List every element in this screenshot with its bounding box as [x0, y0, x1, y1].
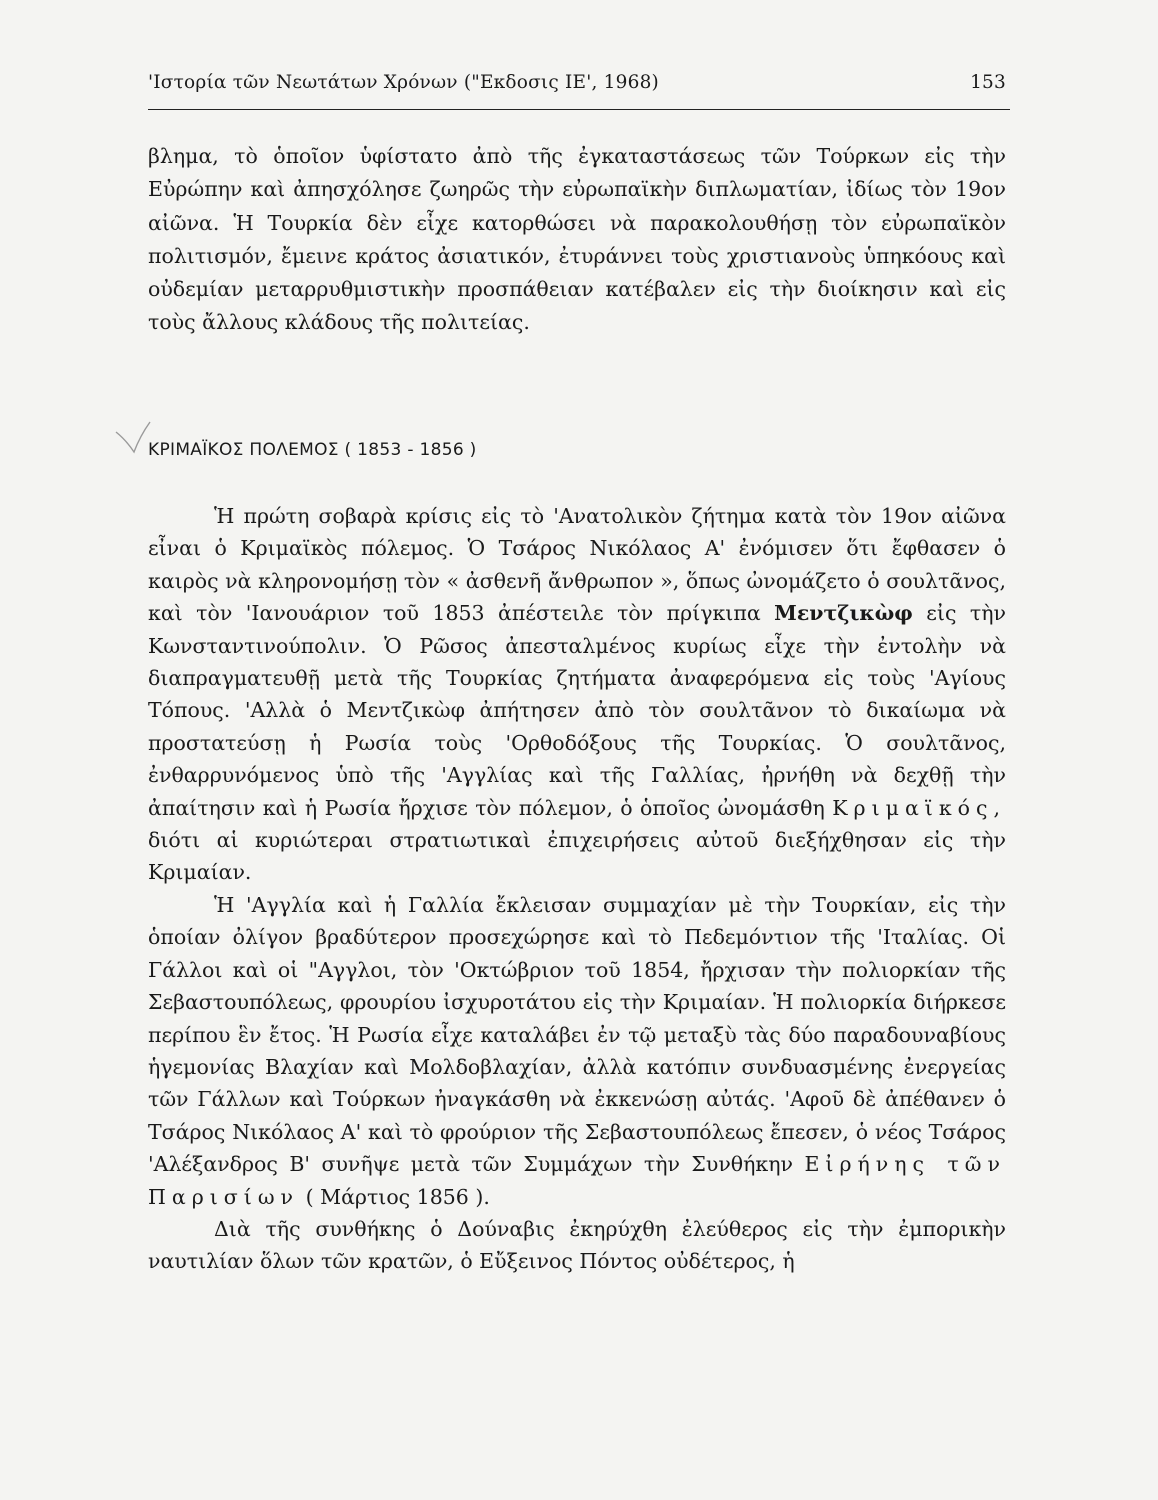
menshikov-name: Μεντζικὼφ — [774, 601, 913, 626]
section-dates: ( 1853 - 1856 ) — [344, 440, 477, 460]
paragraph-2-part-1: Ἡ πρώτη σοβαρὰ κρίσις εἰς τὸ 'Ανατολικὸν ζήτημα κατὰ τὸν 19ον αἰῶνα εἶναι ὁ Κριμαϊκὸς πόλεμος. Ὁ Τσάρος Νικόλαος Α' ἐνόμισεν ὅτι ἔφθασεν ὁ καιρὸς νὰ κληρονομήσῃ τὸν « ἀσθενῆ ἄνθρωπον », ὅπως ὠνομάζετο ὁ σουλτᾶνος, καὶ τὸν 'Ιανουάριον τοῦ 1853 ἀπέστειλε τὸν πρίγκιπα — [148, 504, 1006, 626]
paragraph-1: βλημα, τὸ ὁποῖον ὑφίστατο ἀπὸ τῆς ἐγκαταστάσεως τῶν Τούρκων εἰς τὴν Εὐρώπην καὶ ἀπησχόλησε ζωηρῶς τὴν εὐρωπαϊκὴν διπλωματίαν, ἰδίως τὸν 19ον αἰῶνα. Ἡ Τουρκία δὲν εἶχε κατορθώσει νὰ παρακολουθήσῃ τὸν εὐρωπαϊκὸν πολιτισμόν, ἔμεινε κράτος ἀσιατικόν, ἐτυράννει τοὺς χριστιανοὺς ὑπηκόους καὶ οὐδεμίαν μεταρρυθμιστικὴν προσπάθειαν κατέβαλεν εἰς τὴν διοίκησιν καὶ εἰς τοὺς ἄλλους κλάδους τῆς πολιτείας. — [148, 144, 1006, 335]
opening-paragraph-block — [148, 140, 1006, 340]
header-rule — [148, 109, 1010, 110]
paragraph-2-part-2: εἰς τὴν Κωνσταντινούπολιν. Ὁ Ρῶσος ἀπεσταλμένος κυρίως εἶχε τὴν ἐντολὴν νὰ διαπραγματευθῇ μετὰ τῆς Τουρκίας ζητήματα ἀναφερόμενα εἰς τοὺς 'Αγίους Τόπους. 'Αλλὰ ὁ Μεντζικὼφ ἀπήτησεν ἀπὸ τὸν σουλτᾶνον τὸ δικαίωμα νὰ προστατεύσῃ ἡ Ρωσία τοὺς 'Ορθοδόξους τῆς Τουρκίας. Ὁ σουλτᾶνος, ἐνθαρρυνόμενος ὑπὸ τῆς 'Αγγλίας καὶ τῆς Γαλλίας, ἠρνήθη νὰ δεχθῇ τὴν ἀπαίτησιν καὶ ἡ Ρωσία ἤρχισε τὸν πόλεμον, ὁ ὁποῖος ὠνομάσθη — [148, 601, 1006, 820]
running-header — [148, 72, 1006, 93]
paragraph-3 — [148, 889, 1006, 1213]
handwritten-check-mark — [112, 418, 152, 458]
paragraph-3-part-1: Ἡ 'Αγγλία καὶ ἡ Γαλλία ἔκλεισαν συμμαχίαν μὲ τὴν Τουρκίαν, εἰς τὴν ὁποίαν ὀλίγον βραδύτερον προσεχώρησε καὶ τὸ Πεδεμόντιον τῆς 'Ιταλίας. Οἱ Γάλλοι καὶ οἱ "Αγγλοι, τὸν 'Οκτώβριον τοῦ 1854, ἤρχισαν τὴν πολιορκίαν τῆς Σεβαστουπόλεως, φρουρίου ἰσχυροτάτου εἰς τὴν Κριμαίαν. Ἡ πολιορκία διήρκεσε περίπου ἓν ἔτος. Ἡ Ρωσία εἶχε καταλάβει ἐν τῷ μεταξὺ τὰς δύο παραδουναβίους ἡγεμονίας Βλαχίαν καὶ Μολδοβλαχίαν, ἀλλὰ κατόπιν συνδυασμένης ἐνεργείας τῶν Γάλλων καὶ Τούρκων ἠναγκάσθη νὰ ἐκκενώσῃ αὐτάς. 'Αφοῦ δὲ ἀπέθανεν ὁ Τσάρος Νικόλαος Α' καὶ τὸ φρούριον τῆς Σεβαστουπόλεως ἔπεσεν, ὁ νέος Τσάρος 'Αλέξανδρος Β' συνῆψε μετὰ τῶν Συμμάχων τὴν Συνθήκην — [148, 892, 1006, 1177]
header-title: 'Ιστορία τῶν Νεωτάτων Χρόνων ("Εκδοσις ΙΕ', 1968) — [148, 72, 659, 93]
section-title: ΚΡΙΜΑΪΚΟΣ ΠΟΛΕΜΟΣ — [148, 440, 339, 460]
crimean-term: Κριμαϊκός, — [832, 795, 1006, 820]
paragraph-2-part-3: διότι αἱ κυριώτεραι στρατιωτικαὶ ἐπιχειρήσεις αὐτοῦ διεξήχθησαν εἰς τὴν Κριμαίαν. — [148, 828, 1006, 885]
treaty-of-paris-term: Εἰρήνης τῶν Παρισίων — [148, 1152, 1006, 1209]
paragraph-4: Διὰ τῆς συνθήκης ὁ Δούναβις ἐκηρύχθη ἐλεύθερος εἰς τὴν ἐμπορικὴν ναυτιλίαν ὅλων τῶν κρατῶν, ὁ Εὔξεινος Πόντος οὐδέτερος, ἡ — [148, 1216, 1006, 1274]
paragraph-2 — [148, 500, 1006, 889]
paragraph-3-part-2: ( Μάρτιος 1856 ). — [305, 1184, 490, 1209]
section-heading — [148, 440, 477, 460]
page-number: 153 — [970, 72, 1006, 93]
section-body — [148, 500, 1006, 1278]
